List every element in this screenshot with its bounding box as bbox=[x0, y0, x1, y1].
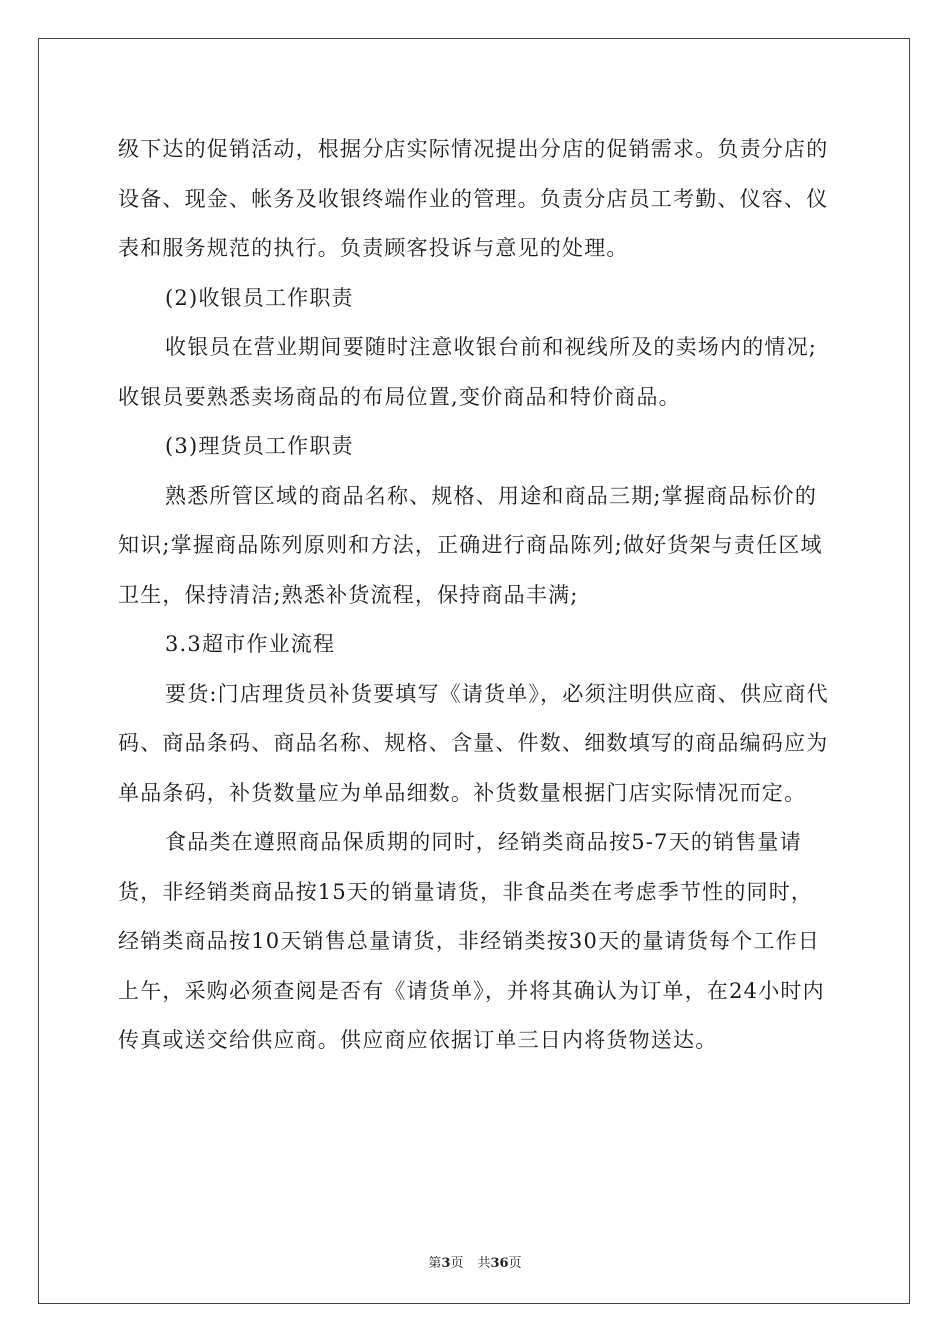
page-label-prefix: 第 bbox=[428, 1256, 442, 1271]
section-heading-cashier: (2)收银员工作职责 bbox=[165, 285, 354, 310]
total-label-prefix: 共 bbox=[477, 1256, 491, 1271]
paragraph-cashier-duties: 收银员在营业期间要随时注意收银台前和视线所及的卖场内的情况;收银员要熟悉卖场商品的布局位置,变价商品和特价商品。 bbox=[118, 335, 818, 409]
section-heading-stocker: (3)理货员工作职责 bbox=[165, 434, 354, 458]
paragraph-continuation: 级下达的促销活动，根据分店实际情况提出分店的促销需求。负责分店的设备、现金、帐务及收银终端作业的管理。负责分店员工考勤、仪容、仪表和服务规范的执行。负责顾客投诉与意见的处理。 bbox=[118, 137, 829, 260]
total-page-count: 36 bbox=[490, 1256, 509, 1271]
section-heading-workflow: 3.3超市作业流程 bbox=[165, 632, 336, 656]
page-footer bbox=[0, 1252, 950, 1271]
document-body bbox=[118, 125, 834, 1066]
paragraph-ordering: 要货:门店理货员补货要填写《请货单》，必须注明供应商、供应商代码、商品条码、商品名称、规格、含量、件数、细数填写的商品编码应为单品条码，补货数量应为单品细数。补货数量根据门店实际情况而定。 bbox=[118, 681, 829, 805]
page-label-suffix: 页 bbox=[450, 1256, 464, 1271]
paragraph-food-ordering: 食品类在遵照商品保质期的同时，经销类商品按5-7天的销售量请货，非经销类商品按15天的销量请货，非食品类在考虑季节性的同时，经销类商品按10天销售总量请货，非经销类按30天的量请货每个工作日上午，采购必须查阅是否有《请货单》，并将其确认为订单，在24小时内传真或送交给供应商。供应商应依据订单三日内将货物送达。 bbox=[118, 830, 825, 1052]
paragraph-stocker-duties: 熟悉所管区域的商品名称、规格、用途和商品三期;掌握商品标价的知识;掌握商品陈列原则和方法，正确进行商品陈列;做好货架与责任区域卫生，保持清洁;熟悉补货流程，保持商品丰满; bbox=[118, 483, 823, 607]
current-page-number: 3 bbox=[441, 1256, 451, 1271]
total-label-suffix: 页 bbox=[508, 1256, 522, 1271]
